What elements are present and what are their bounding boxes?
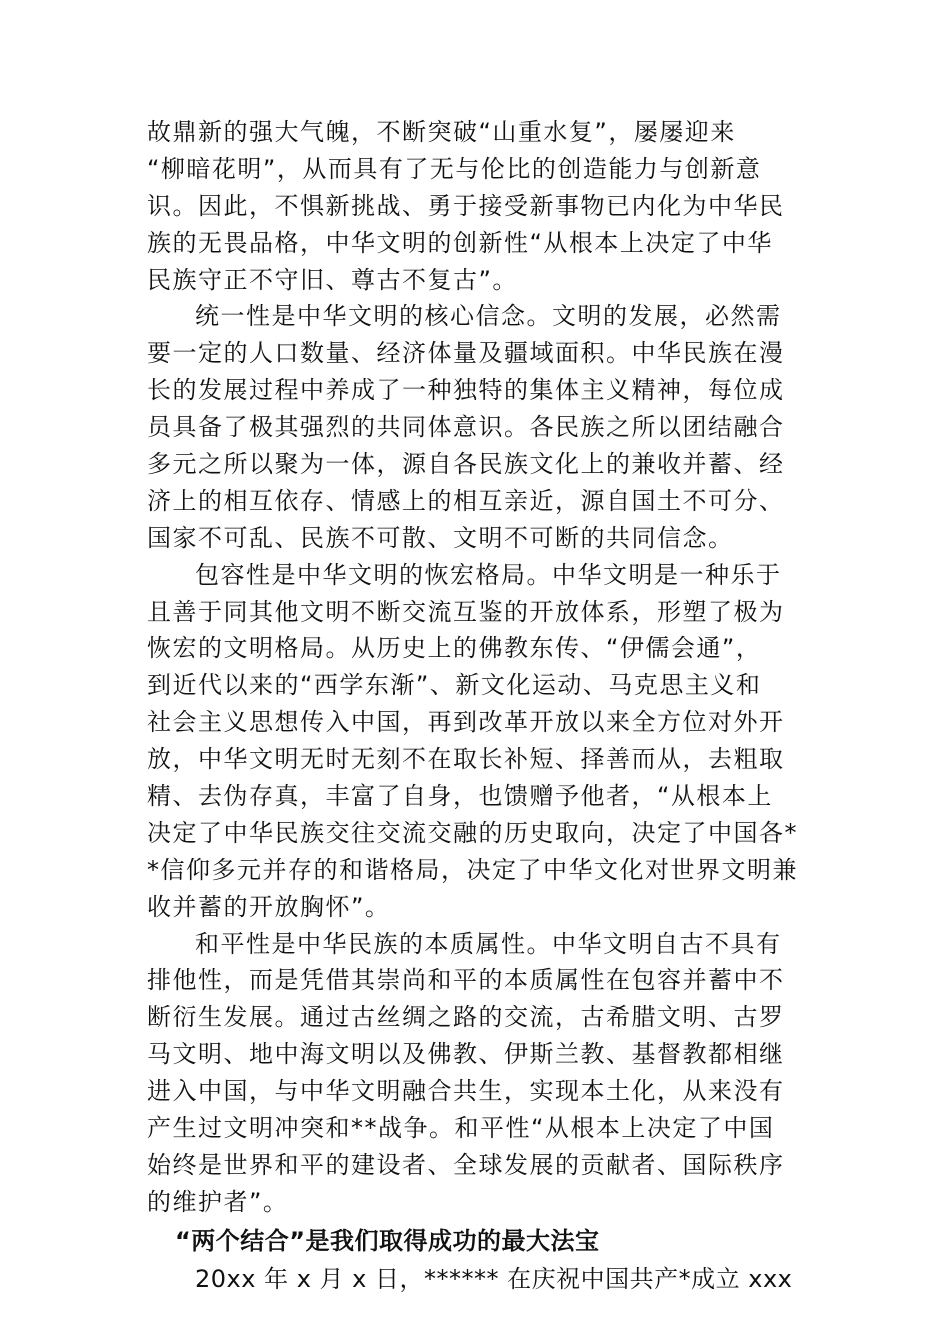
text-line: 多元之所以聚为一体，源自各民族文化上的兼收并蓄、经 [147,450,785,479]
text-line: 恢宏的文明格局。从历史上的佛教东传、“伊儒会通”， [147,634,762,663]
text-line: 断衍生发展。通过古丝绸之路的交流，古希腊文明、古罗 [147,1003,785,1032]
text-line: 马文明、地中海文明以及佛教、伊斯兰教、基督教都相继 [147,1040,785,1069]
text-line: 族的无畏品格，中华文明的创新性“从根本上决定了中华 [147,228,773,257]
text-line: *信仰多元并存的和谐格局，决定了中华文化对世界文明兼 [147,855,798,884]
text-line: 收并蓄的开放胸怀”。 [147,892,391,921]
text-line: 20xx 年 x 月 x 日，****** 在庆祝中国共产*成立 xxx [195,1264,793,1293]
text-line: 产生过文明冲突和**战争。和平性“从根本上决定了中国 [147,1114,775,1143]
text-line: 到近代以来的“西学东渐”、新文化运动、马克思主义和 [147,671,762,700]
text-line: 国家不可乱、民族不可散、文明不可断的共同信念。 [147,523,734,552]
text-line: 且善于同其他文明不断交流互鉴的开放体系，形塑了极为 [147,597,785,626]
document-body [147,114,807,1298]
text-line: 社会主义思想传入中国，再到改革开放以来全方位对外开 [147,708,785,737]
text-line: 排他性，而是凭借其崇尚和平的本质属性在包容并蓄中不 [147,966,785,995]
text-line: “柳暗花明”，从而具有了无与伦比的创造能力与创新意 [147,154,762,183]
text-line: 统一性是中华文明的核心信念。文明的发展，必然需 [195,302,782,331]
text-line: 和平性是中华民族的本质属性。中华文明自古不具有 [195,929,782,958]
text-line: 包容性是中华文明的恢宏格局。中华文明是一种乐于 [195,560,782,589]
text-line: 长的发展过程中养成了一种独特的集体主义精神，每位成 [147,376,785,405]
text-line: 决定了中华民族交往交流交融的历史取向，决定了中国各* [147,818,798,847]
text-line: 始终是世界和平的建设者、全球发展的贡献者、国际秩序 [147,1150,785,1179]
text-line: 故鼎新的强大气魄，不断突破“山重水复”，屡屡迎来 [147,118,736,146]
text-line: 放，中华文明无时无刻不在取长补短、择善而从，去粗取 [147,745,785,774]
text-line: 民族守正不守旧、尊古不复古”。 [147,265,518,294]
text-line: 济上的相互依存、情感上的相互亲近，源自国土不可分、 [147,486,785,515]
text-line: 识。因此，不惧新挑战、勇于接受新事物已内化为中华民 [147,191,785,220]
section-heading: “两个结合”是我们取得成功的最大法宝 [175,1226,600,1255]
text-line: 精、去伪存真，丰富了自身，也馈赠予他者，“从根本上 [147,782,773,811]
text-line: 进入中国，与中华文明融合共生，实现本土化，从来没有 [147,1077,785,1106]
text-line: 的维护者”。 [147,1187,289,1216]
text-line: 员具备了极其强烈的共同体意识。各民族之所以团结融合 [147,413,785,442]
text-line: 要一定的人口数量、经济体量及疆域面积。中华民族在漫 [147,339,785,368]
